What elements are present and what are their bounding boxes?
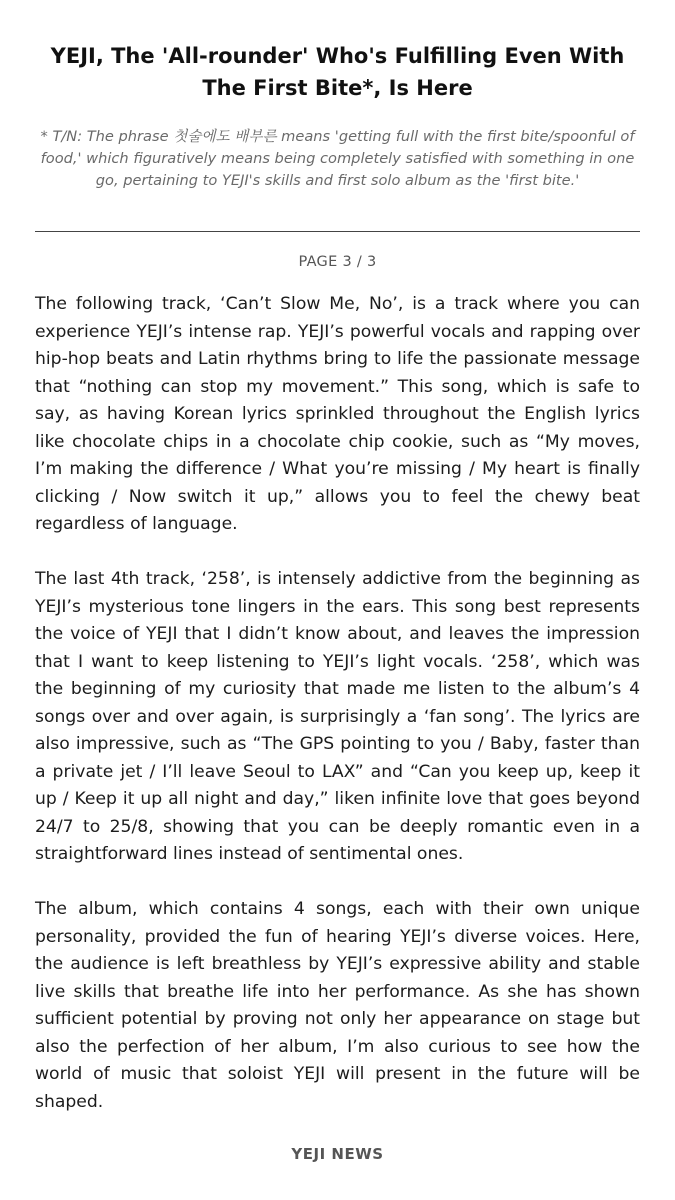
footer-source: YEJI NEWS xyxy=(291,1145,384,1163)
paragraph-2: The last 4th track, ‘258’, is intensely addictive from the beginning as YEJI’s mysterious tone lingers in the ears. This song best represents the voice of YEJI that I didn’t know about, and leaves the impression that I want to keep listening to YEJI’s light vocals. ‘258’, which was the beginning of my curiosity that made me listen to the album’s 4 songs over and over again, is surprisingly a ‘fan song’. The lyrics are also impressive, such as “The GPS pointing to you / Baby, faster than a private jet / I’ll leave Seoul to LAX” and “Can you keep up, keep it up / Keep it up all night and day,” liken infinite love that goes beyond 24/7 to 25/8, showing that you can be deeply romantic even in a straightforward lines instead of sentimental ones. xyxy=(35,569,640,864)
header-divider xyxy=(35,231,640,232)
translator-note: * T/N: The phrase 첫술에도 배부른 means 'getting full with the first bite/spoonful of food,' which figuratively means being completely satisfied with something in one go, pertaining to YEJI's skills and first solo album as the 'first bite.' xyxy=(40,128,635,189)
paragraph-1: The following track, ‘Can’t Slow Me, No’, is a track where you can experience YEJI’s intense rap. YEJI’s powerful vocals and rapping over hip-hop beats and Latin rhythms bring to life the passionate message that “nothing can stop my movement.” This song, which is safe to say, as having Korean lyrics sprinkled throughout the English lyrics like chocolate chips in a chocolate chip cookie, such as “My moves, I’m making the difference / What you’re missing / My heart is finally clicking / Now switch it up,” allows you to feel the chewy beat regardless of language. xyxy=(35,294,640,534)
page-indicator: PAGE 3 / 3 xyxy=(298,254,377,270)
article-page xyxy=(35,0,640,1200)
article-body xyxy=(35,291,640,1144)
title-line-1: YEJI, The 'All-rounder' Who's Fulfilling Even With xyxy=(50,44,625,68)
paragraph-3: The album, which contains 4 songs, each with their own unique personality, provided the fun of hearing YEJI’s diverse voices. Here, the audience is left breathless by YEJI’s expressive ability and stable live skills that breathe life into her performance. As she has shown sufficient potential by proving not only her appearance on stage but also the perfection of her album, I’m also curious to see how the world of music that soloist YEJI will present in the future will be shaped. xyxy=(35,899,640,1112)
title-line-2: The First Bite*, Is Here xyxy=(202,76,473,100)
article-title xyxy=(35,40,640,104)
